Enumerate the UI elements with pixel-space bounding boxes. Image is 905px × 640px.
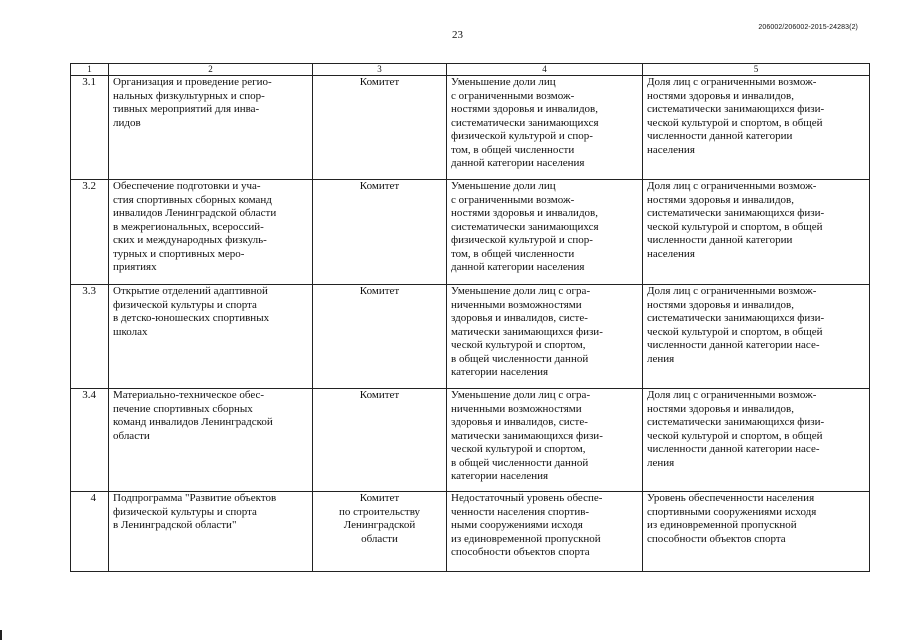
page-number: 23 bbox=[452, 29, 463, 41]
activity-cell: Материально-техническое обес- печение спортивных сборных команд инвалидов Ленинградской области bbox=[109, 389, 313, 492]
risk-cell: Уменьшение доли лиц с ограниченными возмож- ностями здоровья и инвалидов, систематически занимающихся физической культурой и спор- том, в общей численности данной категории населения bbox=[447, 180, 643, 285]
row-number: 3.1 bbox=[71, 76, 109, 180]
row-number: 4 bbox=[71, 492, 109, 572]
column-header-1: 1 bbox=[71, 64, 109, 76]
executor-cell: Комитет bbox=[313, 389, 447, 492]
executor-cell: Комитет по строительству Ленинградской области bbox=[313, 492, 447, 572]
risk-cell: Уменьшение доли лиц с ограниченными возмож- ностями здоровья и инвалидов, систематически занимающихся физической культурой и спор- том, в общей численности данной категории населения bbox=[447, 76, 643, 180]
risk-cell: Уменьшение доли лиц с огра- ниченными возможностями здоровья и инвалидов, систе- матически занимающихся физи- ческой культурой и спортом, в общей численности данной категории населения bbox=[447, 285, 643, 389]
activity-cell: Подпрограмма "Развитие объектов физической культуры и спорта в Ленинградской области" bbox=[109, 492, 313, 572]
column-header-2: 2 bbox=[109, 64, 313, 76]
scan-edge-mark bbox=[0, 630, 2, 640]
risk-cell: Уменьшение доли лиц с огра- ниченными возможностями здоровья и инвалидов, систе- матически занимающихся физи- ческой культурой и спортом, в общей численности данной категории населения bbox=[447, 389, 643, 492]
table-row bbox=[71, 492, 870, 572]
executor-cell: Комитет bbox=[313, 76, 447, 180]
executor-cell: Комитет bbox=[313, 285, 447, 389]
indicator-cell: Доля лиц с ограниченными возмож- ностями здоровья и инвалидов, систематически занимающихся физи- ческой культурой и спортом, в общей численности данной категории населения bbox=[643, 180, 870, 285]
indicator-cell: Уровень обеспеченности населения спортивными сооружениями исходя из единовременной пропускной способности объектов спорта bbox=[643, 492, 870, 572]
table-row bbox=[71, 76, 870, 180]
indicator-cell: Доля лиц с ограниченными возмож- ностями здоровья и инвалидов, систематически занимающихся физи- ческой культурой и спортом, в общей численности данной категории населения bbox=[643, 76, 870, 180]
table-header-row bbox=[71, 64, 870, 76]
risk-cell: Недостаточный уровень обеспе- ченности населения спортив- ными сооружениями исходя из единовременной пропускной способности объектов спорта bbox=[447, 492, 643, 572]
indicator-cell: Доля лиц с ограниченными возмож- ностями здоровья и инвалидов, систематически занимающихся физи- ческой культурой и спортом, в общей численности данной категории насе- ления bbox=[643, 285, 870, 389]
table-row bbox=[71, 285, 870, 389]
activity-cell: Обеспечение подготовки и уча- стия спортивных сборных команд инвалидов Ленинградской области в межрегиональных, всероссий- ских и международных физкуль- турных и спортивных меро- приятиях bbox=[109, 180, 313, 285]
column-header-3: 3 bbox=[313, 64, 447, 76]
indicator-cell: Доля лиц с ограниченными возмож- ностями здоровья и инвалидов, систематически занимающихся физи- ческой культурой и спортом, в общей численности данной категории насе- ления bbox=[643, 389, 870, 492]
row-number: 3.4 bbox=[71, 389, 109, 492]
executor-cell: Комитет bbox=[313, 180, 447, 285]
column-header-5: 5 bbox=[643, 64, 870, 76]
program-table bbox=[70, 63, 870, 572]
column-header-4: 4 bbox=[447, 64, 643, 76]
document-id: 206002/206002-2015-24283(2) bbox=[758, 24, 858, 31]
row-number: 3.2 bbox=[71, 180, 109, 285]
table-row bbox=[71, 389, 870, 492]
activity-cell: Организация и проведение регио- нальных физкультурных и спор- тивных мероприятий для инва- лидов bbox=[109, 76, 313, 180]
table-row bbox=[71, 180, 870, 285]
row-number: 3.3 bbox=[71, 285, 109, 389]
activity-cell: Открытие отделений адаптивной физической культуры и спорта в детско-юношеских спортивных школах bbox=[109, 285, 313, 389]
